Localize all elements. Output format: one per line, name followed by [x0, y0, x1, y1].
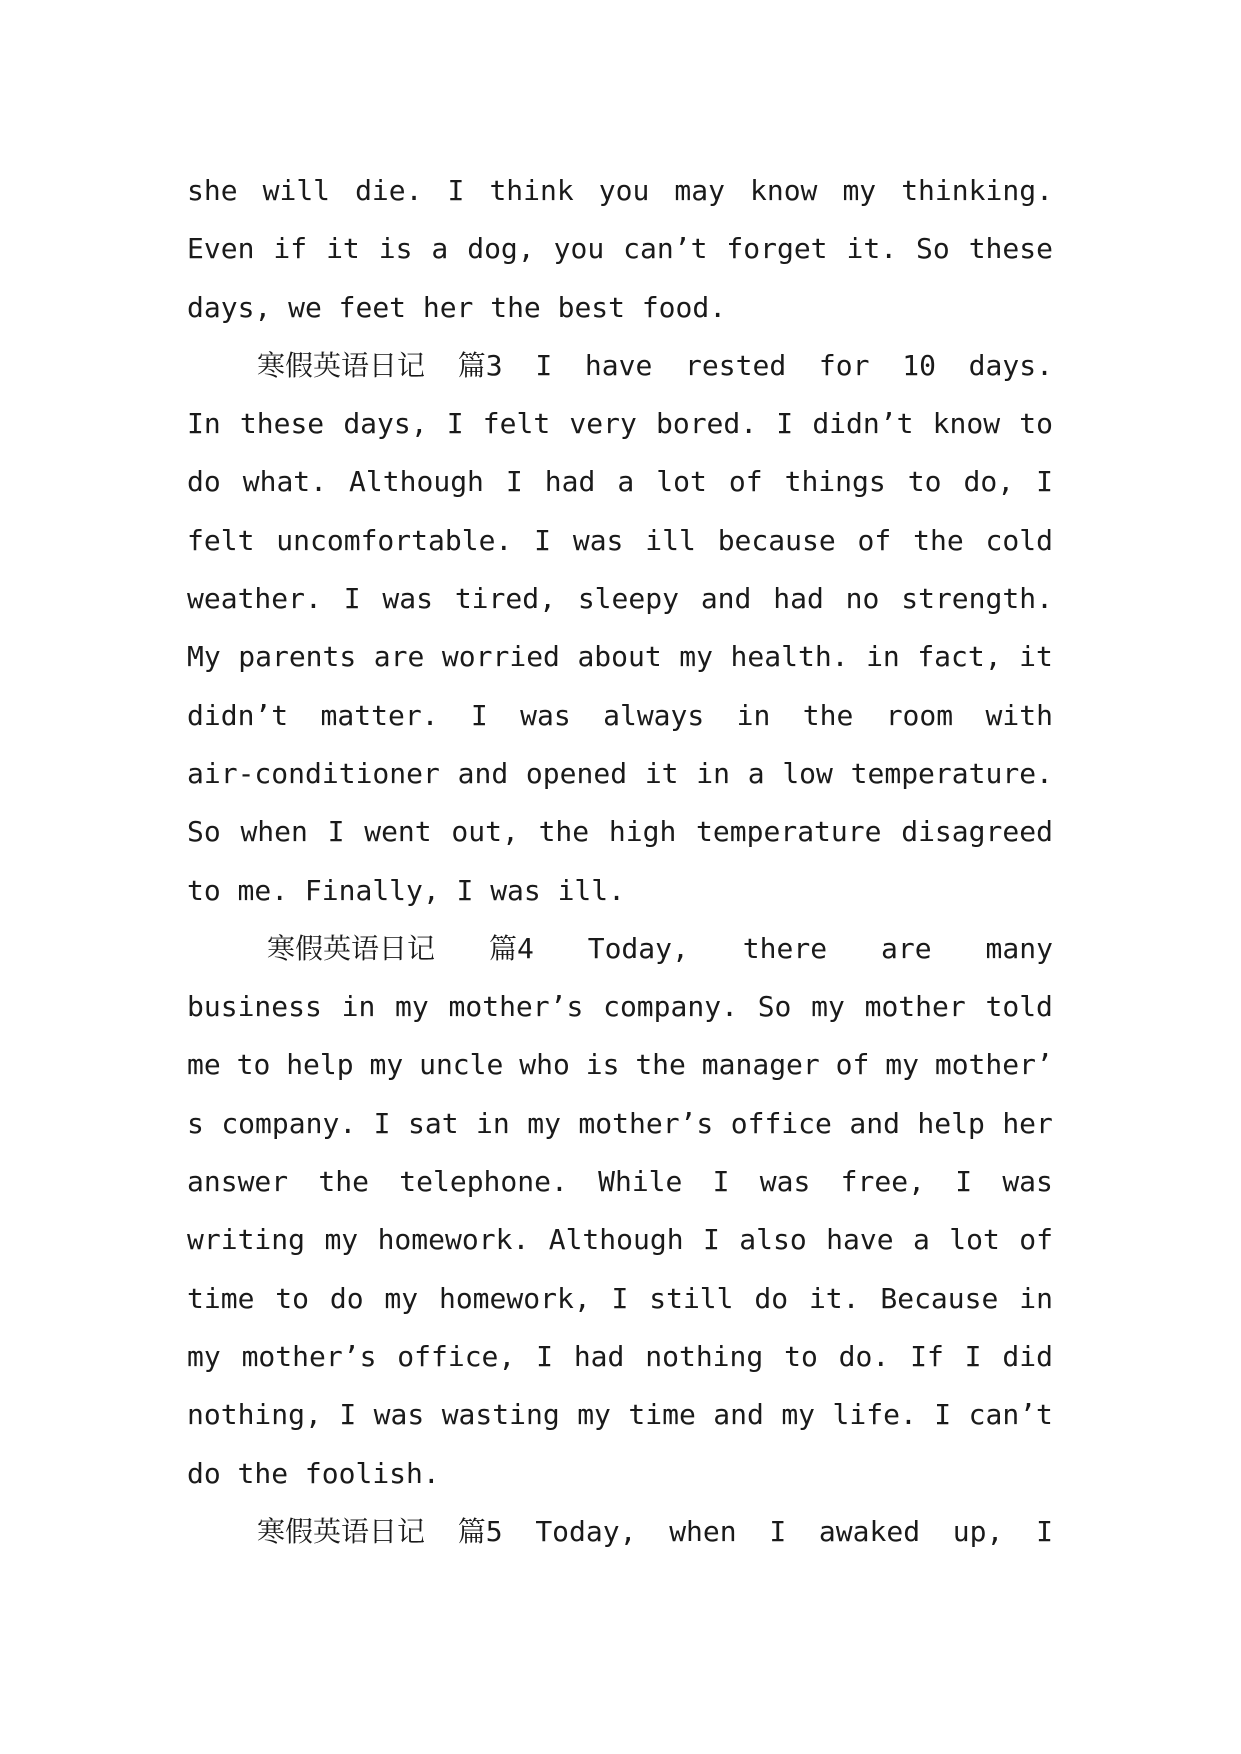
- text-line: didn’t matter. I was always in the room with: [187, 698, 1053, 732]
- text-line: my mother’s office, I had nothing to do. If I did: [187, 1339, 1053, 1373]
- text-line: time to do my homework, I still do it. Because in: [187, 1281, 1053, 1315]
- text-line: me to help my uncle who is the manager of my mother’: [187, 1048, 1053, 1082]
- text-line: nothing, I was wasting my time and my life. I can’t: [187, 1398, 1053, 1432]
- text-line: Even if it is a dog, you can’t forget it. So these: [187, 232, 1053, 266]
- text-line: do the foolish.: [187, 1456, 440, 1490]
- text-line: air-conditioner and opened it in a low temperature.: [187, 756, 1053, 790]
- text-line: answer the telephone. While I was free, I was: [187, 1165, 1053, 1199]
- section-heading-line: 寒假英语日记 篇3 I have rested for 10 days.: [257, 348, 1053, 382]
- text-line: business in my mother’s company. So my mother told: [187, 990, 1053, 1024]
- text-line: weather. I was tired, sleepy and had no strength.: [187, 582, 1053, 616]
- section-heading-line: 寒假英语日记 篇4 Today, there are many: [267, 931, 1053, 965]
- diary-text: [187, 162, 1053, 1561]
- text-line: she will die. I think you may know my thinking.: [187, 174, 1053, 207]
- text-line: In these days, I felt very bored. I didn’t know to: [187, 407, 1053, 441]
- text-line: do what. Although I had a lot of things to do, I: [187, 465, 1053, 499]
- text-line: So when I went out, the high temperature disagreed: [187, 815, 1053, 849]
- text-line: writing my homework. Although I also have a lot of: [187, 1223, 1053, 1257]
- section-heading-line: 寒假英语日记 篇5 Today, when I awaked up, I: [257, 1514, 1053, 1548]
- text-line: days, we feet her the best food.: [187, 290, 727, 324]
- text-line: to me. Finally, I was ill.: [187, 873, 626, 907]
- text-line: s company. I sat in my mother’s office and help her: [187, 1106, 1053, 1140]
- text-line: My parents are worried about my health. in fact, it: [187, 640, 1053, 674]
- text-line: felt uncomfortable. I was ill because of the cold: [187, 523, 1053, 557]
